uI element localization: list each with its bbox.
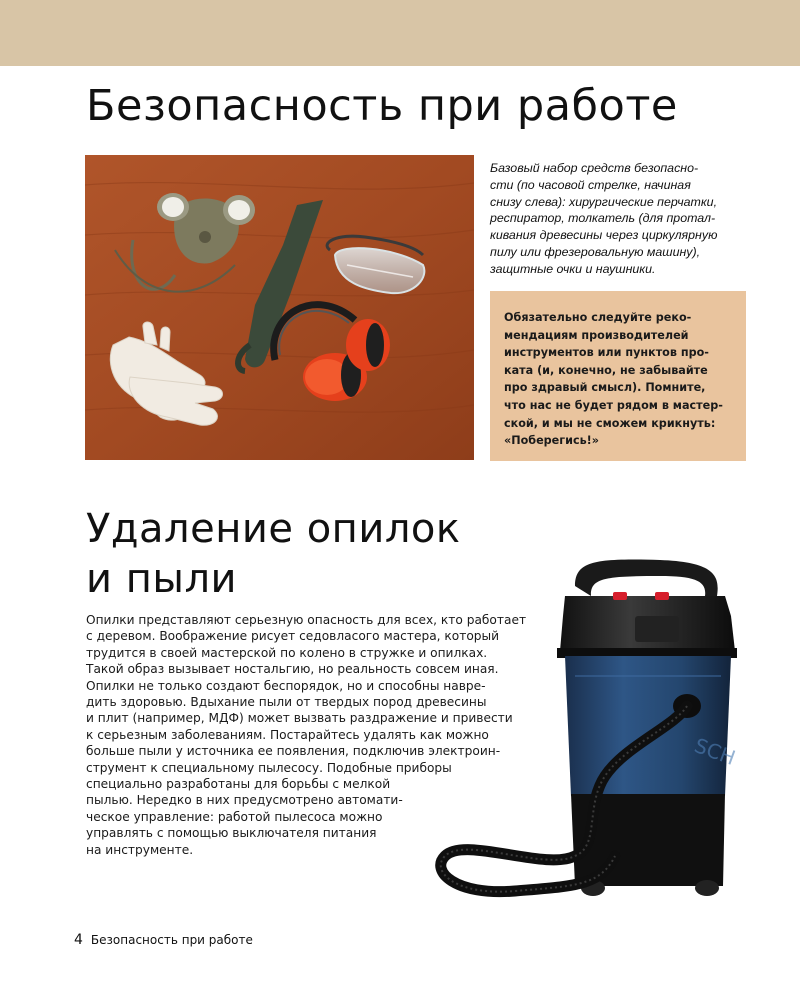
callout-line: ката (и, конечно, не забывайте: [504, 363, 708, 377]
caption-line: снизу слева): хирургические перчатки,: [490, 194, 718, 209]
body-line: больше пыли у источника ее появления, подключив электроин-: [86, 744, 501, 759]
caption-line: пилу или фрезеровальную машину),: [490, 244, 701, 259]
body-line: Опилки представляют серьезную опасность для всех, кто работает: [86, 613, 527, 627]
body-line: с деревом. Воображение рисует седовласого мастера, который: [86, 629, 500, 644]
caption-line: Базовый набор средств безопасно-: [490, 161, 699, 175]
body-line: на инструменте.: [86, 842, 194, 857]
svg-text:SCH: SCH: [691, 733, 739, 770]
callout-line: «Поберегись!»: [504, 434, 599, 448]
callout-line: инструментов или пунктов про-: [504, 346, 709, 360]
page-number: 4: [74, 932, 83, 948]
footer-section-title: Безопасность при работе: [90, 933, 253, 947]
dust-body-text: [86, 612, 556, 858]
callout-line: Обязательно следуйте реко-: [504, 311, 692, 324]
body-line: Опилки не только создают беспорядок, но и способны навре-: [86, 678, 486, 693]
body-line: струмент к специальному пылесосу. Подобные приборы: [86, 760, 452, 775]
photo-caption: [490, 160, 740, 278]
body-line: специально разработаны для борьбы с мелкой: [86, 777, 391, 792]
caption-line: сти (по часовой стрелке, начиная: [490, 177, 691, 192]
callout-line: ской, и мы не сможем крикнуть:: [504, 416, 716, 430]
callout-line: что нас не будет рядом в мастер-: [504, 398, 723, 412]
page-footer: [74, 932, 253, 948]
heading-line: Удаление опилок: [86, 506, 461, 552]
body-line: трудится в своей мастерской по колено в стружке и опилках.: [86, 645, 488, 660]
body-line: Такой образ вызывает ностальгию, но реальность совсем иная.: [86, 662, 499, 677]
body-line: пылью. Нередко в них предусмотрено автомати-: [86, 793, 403, 808]
body-line: управлять с помощью выключателя питания: [86, 826, 377, 841]
body-line: и плит (например, МДФ) может вызвать раздражение и привести: [86, 711, 513, 726]
heading-line: и пыли: [86, 556, 238, 602]
safety-equipment-photo: [85, 155, 474, 460]
warning-callout-text: [504, 309, 734, 450]
body-line: ческое управление: работой пылесоса можно: [86, 809, 383, 824]
caption-line: защитные очки и наушники.: [490, 261, 656, 276]
top-decor-band: [0, 0, 800, 66]
page-title: Безопасность при работе: [86, 81, 678, 131]
body-line: к серьезным заболеваниям. Постарайтесь удалять как можно: [86, 727, 489, 742]
warning-callout-box: [490, 291, 746, 461]
section-heading-dust: [86, 504, 461, 604]
callout-line: мендациям производителей: [504, 328, 689, 342]
caption-line: респиратор, толкатель (для протал-: [490, 211, 716, 226]
body-line: дить здоровью. Вдыхание пыли от твердых пород древесины: [86, 695, 487, 710]
caption-line: кивания древесины через циркулярную: [490, 228, 718, 243]
callout-line: про здравый смысл). Помните,: [504, 381, 706, 395]
